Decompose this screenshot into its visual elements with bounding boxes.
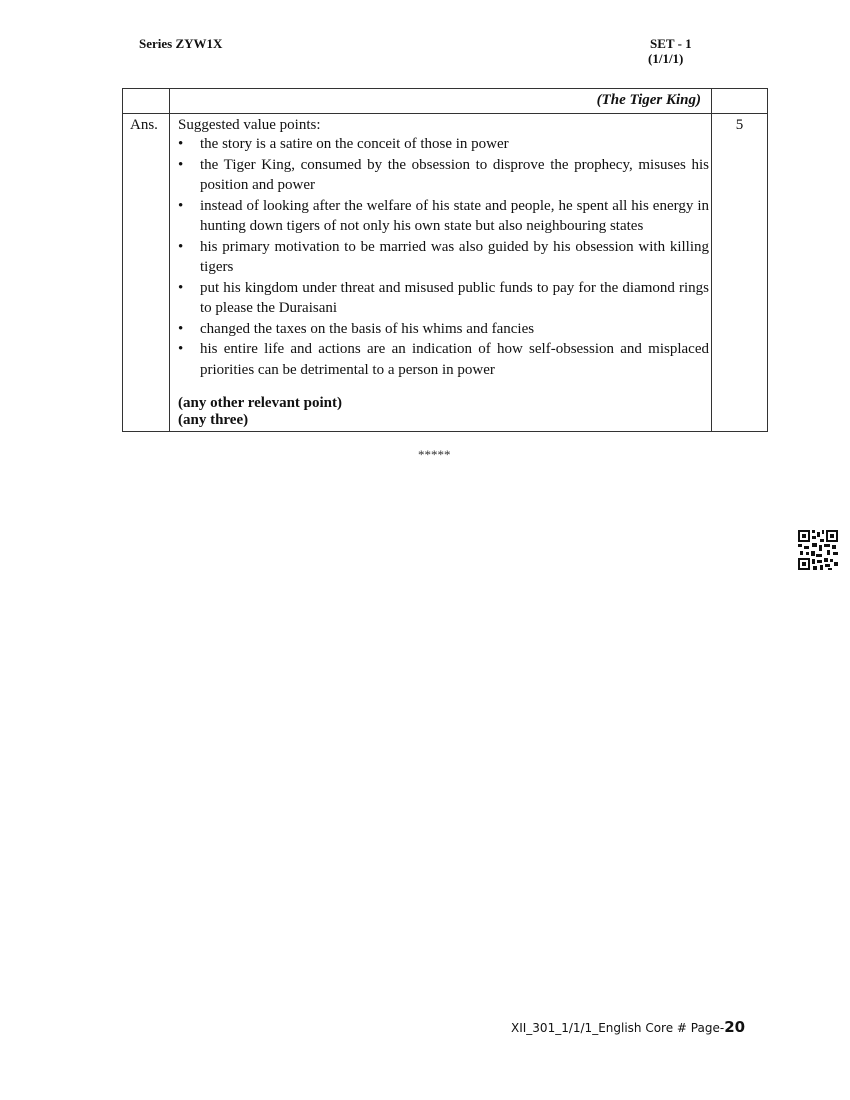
bullet-icon: •	[178, 197, 184, 214]
bullet-icon: •	[178, 238, 184, 255]
lesson-title: (The Tiger King)	[170, 89, 712, 114]
set-label: SET - 1	[650, 36, 692, 51]
bullet-icon: •	[178, 156, 184, 173]
end-separator: *****	[418, 447, 451, 462]
footer-text: XII_301_1/1/1_English Core # Page-	[511, 1021, 725, 1035]
note-any-other: (any other relevant point)	[178, 395, 343, 411]
note-any-three: (any three)	[178, 412, 249, 428]
series-label: Series ZYW1X	[139, 36, 223, 51]
list-item: • the story is a satire on the conceit of those in power	[178, 134, 711, 155]
bullet-icon: •	[178, 320, 184, 337]
value-points-list	[178, 134, 711, 380]
marks: 5	[712, 114, 768, 432]
answer-row	[123, 114, 768, 432]
list-item: • put his kingdom under threat and misused public funds to pay for the diamond rings to please the Duraisani	[178, 279, 709, 316]
bullet-icon: •	[178, 341, 184, 357]
intro-text: Suggested value points:	[178, 117, 321, 133]
qr-code-icon	[798, 530, 838, 570]
list-item: • changed the taxes on the basis of his whims and fancies	[178, 319, 711, 340]
title-row	[123, 89, 768, 114]
set-code: (1/1/1)	[648, 51, 684, 66]
list-item: • the Tiger King, consumed by the obsession to disprove the prophecy, misuses his position and power	[178, 156, 709, 193]
empty-cell	[123, 89, 170, 114]
answer-content	[170, 114, 712, 432]
empty-cell	[712, 89, 768, 114]
list-item: • his primary motivation to be married was also guided by his obsession with killing tigers	[178, 238, 709, 275]
answer-table	[122, 88, 768, 432]
bullet-icon: •	[178, 136, 184, 152]
page-footer	[511, 1018, 745, 1036]
page-number: 20	[724, 1018, 746, 1036]
list-item: • instead of looking after the welfare of his state and people, he spent all his energy in hunting down tigers of not only his own state but also neighbouring states	[178, 197, 709, 234]
ans-label: Ans.	[123, 114, 170, 432]
bullet-icon: •	[178, 279, 184, 296]
list-item: • his entire life and actions are an indication of how self-obsession and misplaced priorities can be detrimental to a person in power	[178, 341, 709, 378]
